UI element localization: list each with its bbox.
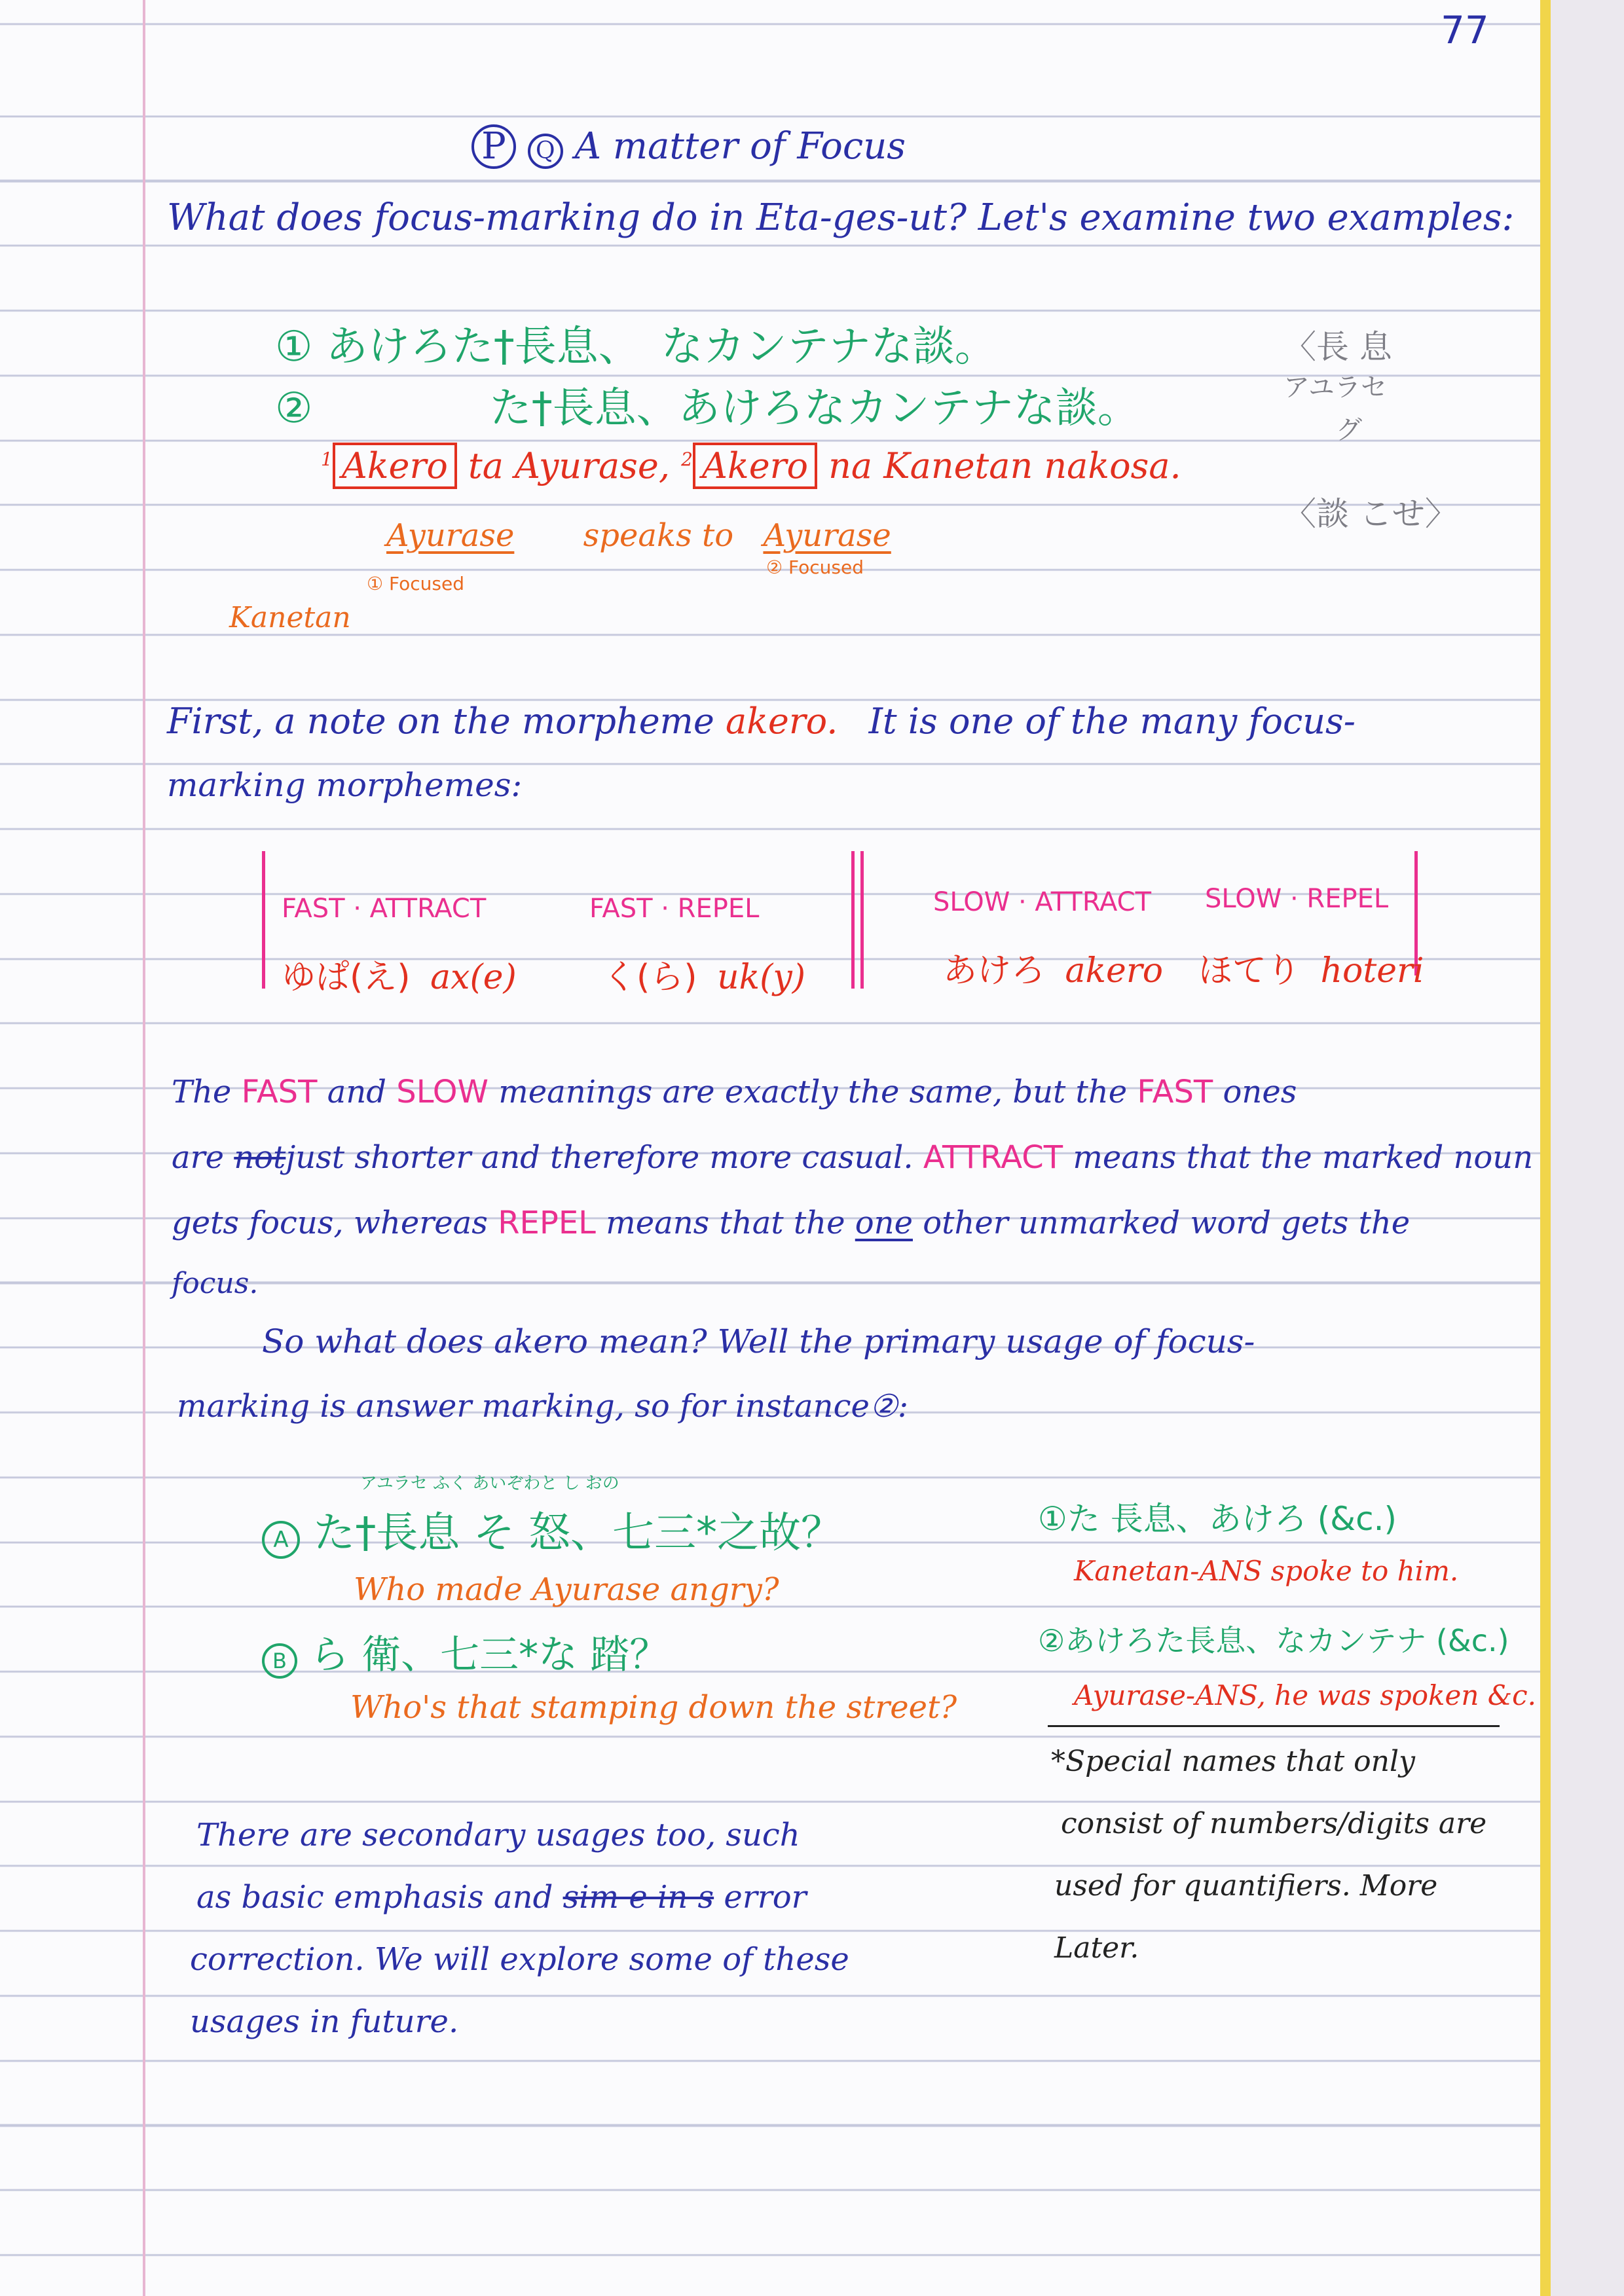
focused-tag-2: ② Focused	[766, 556, 864, 578]
morpheme-fast-attract: ゆぱ(え) ax(e)	[282, 958, 517, 997]
romaji-line: $^1$ Akero ta Ayurase, $^2$ Akero na Kanetan nakosa.	[321, 445, 1181, 486]
morpheme-fast-repel: く(ら) uk(y)	[602, 958, 806, 997]
morpheme-header-fast-attract: FAST · ATTRACT	[282, 894, 487, 924]
question-line-1: So what does akero mean? Well the primary usage of focus-	[262, 1322, 1255, 1360]
akero-box-1: Akero	[333, 443, 457, 489]
table-bar-mid-1	[851, 851, 855, 989]
example-2-text: た†長息、あけろなカンテナな談。	[489, 384, 1139, 433]
morpheme-slow-repel: ほてり hoteri	[1198, 951, 1424, 991]
furigana-a: アユラセ ふく あいぞわと し おの	[360, 1474, 619, 1493]
morpheme-header-fast-repel: FAST · REPEL	[589, 894, 760, 924]
secondary-line-1: There are secondary usages too, such	[196, 1817, 800, 1853]
example-1-marker: ①	[275, 323, 313, 371]
footnote-line-1: *Special names that only	[1051, 1745, 1415, 1778]
meaning-line-3: gets focus, whereas REPEL means that the one other unmarked word gets the	[172, 1205, 1411, 1241]
intro-line: What does focus-marking do in Eta-ges-ut? Let's examine two examples:	[167, 196, 1515, 239]
page-edge	[1540, 0, 1551, 2296]
example-2-marker: ②	[275, 384, 313, 433]
morpheme-slow-attract: あけろ akero	[943, 951, 1163, 991]
question-line-2: marking is answer marking, so for instance②:	[177, 1388, 909, 1425]
note-line-2: marking morphemes:	[167, 766, 523, 804]
struck-text: sim e in s	[563, 1879, 714, 1916]
qa-a-gloss: Who made Ayurase angry?	[354, 1571, 779, 1608]
akero-highlight: akero.	[726, 701, 838, 742]
side-note-3: グ	[1336, 415, 1362, 445]
example-2	[275, 374, 1139, 435]
focused-tag-1: ① Focused	[367, 573, 464, 594]
qa-a-answer-gloss: Kanetan-ANS spoke to him.	[1074, 1555, 1459, 1587]
margin-line	[143, 0, 145, 2296]
example-1-text: あけろた†長息、 なカンテナな談。	[325, 323, 997, 371]
table-bar-mid-2	[860, 851, 864, 989]
side-note-1: 〈長 息	[1283, 328, 1392, 366]
footnote-line-2: consist of numbers/digits are	[1061, 1807, 1487, 1840]
gloss-line: Ayurase speaks to Ayurase	[386, 517, 891, 554]
note-line-1: First, a note on the morpheme akero. It is one of the many focus-	[167, 701, 1356, 742]
qa-b-answer: ②あけろた長息、なカンテナ (&c.)	[1038, 1623, 1509, 1658]
secondary-line-4: usages in future.	[190, 2003, 459, 2040]
meaning-line-1: The FAST and SLOW meanings are exactly the same, but the FAST ones	[172, 1074, 1297, 1110]
secondary-line-3: correction. We will explore some of these	[190, 1941, 849, 1978]
akero-box-2: Akero	[693, 443, 817, 489]
page-background	[1551, 0, 1624, 2296]
qa-b-answer-gloss: Ayurase-ANS, he was spoken &c.	[1074, 1679, 1537, 1711]
morpheme-header-slow-attract: SLOW · ATTRACT	[933, 887, 1152, 917]
p-badge: P	[471, 124, 516, 169]
side-note-4: 〈談 こせ〉	[1283, 495, 1458, 533]
struck-word: not	[234, 1139, 286, 1176]
side-gloss: Kanetan	[229, 601, 351, 634]
qa-b-gloss: Who's that stamping down the street?	[350, 1689, 957, 1726]
title-text: A matter of Focus	[574, 125, 906, 168]
table-bar-left	[262, 851, 265, 989]
page-title	[471, 124, 906, 169]
meaning-line-2: are notjust shorter and therefore more casual. ATTRACT means that the marked noun	[172, 1139, 1534, 1176]
qa-b-line: B ら 衛、七三*な 踏？	[262, 1624, 669, 1680]
footnote-line-3: used for quantifiers. More	[1054, 1869, 1438, 1903]
page-number: 77	[1441, 8, 1489, 52]
example-1	[275, 313, 997, 373]
qa-a-answer: ①た 長息、あけろ (&c.)	[1038, 1500, 1397, 1538]
side-note-2: アユラセ	[1283, 373, 1387, 403]
qa-a-line: A た†長息 そ 怒、七三*之故？	[262, 1499, 843, 1559]
morpheme-header-slow-repel: SLOW · REPEL	[1205, 884, 1389, 914]
answer-divider	[1048, 1725, 1500, 1727]
footnote-line-4: Later.	[1054, 1931, 1139, 1965]
secondary-line-2: as basic emphasis and sim e in s error	[196, 1879, 807, 1916]
q-badge: Q	[528, 134, 563, 169]
meaning-line-4: focus.	[172, 1267, 259, 1300]
